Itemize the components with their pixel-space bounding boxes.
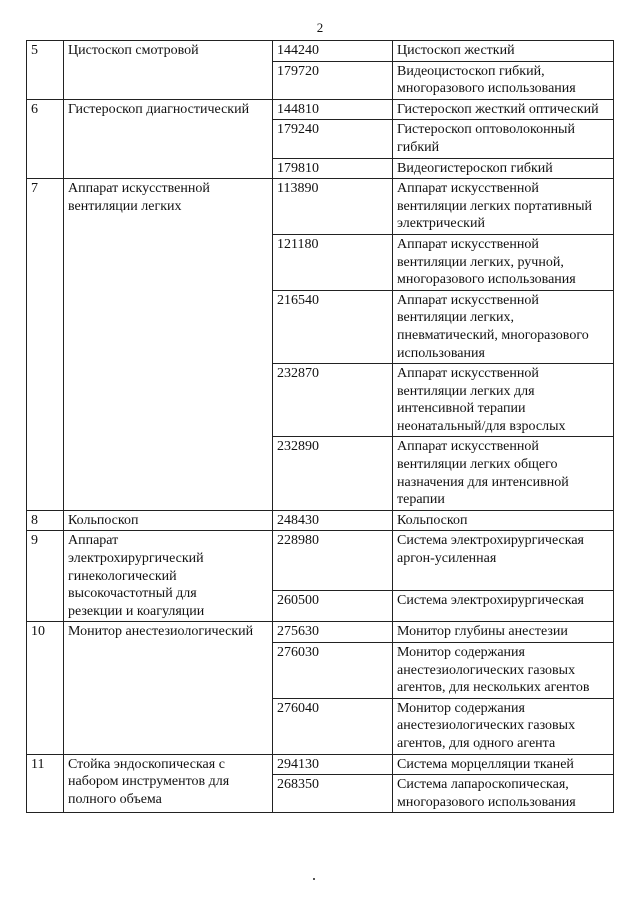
- row-number: 10: [27, 622, 64, 754]
- table-row: [27, 754, 614, 775]
- equipment-name-text: Цистоскоп смотровой: [68, 43, 199, 58]
- row-number: 7: [27, 179, 64, 511]
- item-description: Гистероскоп оптоволоконный гибкий: [393, 120, 614, 158]
- item-description: Видеоцистоскоп гибкий, многоразового использования: [393, 61, 614, 99]
- item-description: Система морцелляции тканей: [393, 754, 614, 775]
- item-description: Видеогистероскоп гибкий: [393, 158, 614, 179]
- item-description: Система электрохирургическая: [393, 590, 614, 622]
- equipment-table-body: [27, 41, 614, 813]
- item-code: 121180: [273, 234, 393, 290]
- item-description: Гистероскоп жесткий оптический: [393, 99, 614, 120]
- item-description: Монитор содержания анестезиологических газовых агентов, для нескольких агентов: [393, 643, 614, 699]
- table-row: [27, 41, 614, 62]
- equipment-name: [64, 41, 273, 100]
- equipment-name-text: Аппарат искусственной вентиляции легких: [68, 181, 210, 214]
- item-code: 232890: [273, 437, 393, 510]
- table-row: [27, 510, 614, 531]
- equipment-name-text: Аппарат электрохирургический гинекологический высокочастотный для резекции и коагуляции: [68, 533, 205, 619]
- item-description: Кольпоскоп: [393, 510, 614, 531]
- page-number: 2: [316, 20, 324, 35]
- equipment-name: [64, 510, 273, 531]
- equipment-name: [64, 754, 273, 813]
- item-description: Система лапароскопическая, многоразового использования: [393, 775, 614, 813]
- item-code: 144240: [273, 41, 393, 62]
- table-row: [27, 622, 614, 643]
- equipment-name-text: Кольпоскоп: [68, 512, 139, 528]
- equipment-name-text: Монитор анестезиологический: [68, 624, 254, 640]
- table-row: [27, 99, 614, 120]
- row-number: 8: [27, 510, 64, 531]
- item-code: 113890: [273, 179, 393, 235]
- item-description: Аппарат искусственной вентиляции легких общего назначения для интенсивной терапии: [393, 437, 614, 510]
- row-number: 11: [27, 754, 64, 813]
- equipment-name: [64, 99, 273, 178]
- equipment-name: [64, 179, 273, 511]
- equipment-name: [64, 531, 273, 622]
- row-number: 6: [27, 99, 64, 178]
- item-code: 260500: [273, 590, 393, 622]
- row-number: 9: [27, 531, 64, 622]
- item-description: Аппарат искусственной вентиляции легких портативный электрический: [393, 179, 614, 235]
- item-code: 179720: [273, 61, 393, 99]
- item-code: 248430: [273, 510, 393, 531]
- item-code: 294130: [273, 754, 393, 775]
- equipment-name-text: Стойка эндоскопическая с набором инструментов для полного объема: [68, 756, 230, 807]
- item-code: 179810: [273, 158, 393, 179]
- item-description: Цистоскоп жесткий: [393, 41, 614, 62]
- item-description: Система электрохирургическая аргон-усиленная: [393, 531, 614, 590]
- item-code: 232870: [273, 364, 393, 437]
- item-description: Аппарат искусственной вентиляции легких для интенсивной терапии неонатальный/для взрослых: [393, 364, 614, 437]
- item-description: Монитор глубины анестезии: [393, 622, 614, 643]
- item-code: 179240: [273, 120, 393, 158]
- equipment-name: [64, 622, 273, 754]
- table-row: [27, 179, 614, 235]
- item-code: 228980: [273, 531, 393, 590]
- scan-dot: [313, 878, 315, 880]
- equipment-name-text: Гистероскоп диагностический: [68, 101, 250, 117]
- item-code: 276030: [273, 643, 393, 699]
- item-description: Монитор содержания анестезиологических газовых агентов, для одного агента: [393, 698, 614, 754]
- equipment-table: [26, 40, 614, 813]
- item-description: Аппарат искусственной вентиляции легких, пневматический, многоразового использования: [393, 290, 614, 363]
- item-code: 216540: [273, 290, 393, 363]
- table-row: [27, 531, 614, 590]
- item-code: 268350: [273, 775, 393, 813]
- row-number: 5: [27, 41, 64, 100]
- item-description: Аппарат искусственной вентиляции легких, ручной, многоразового использования: [393, 234, 614, 290]
- item-code: 276040: [273, 698, 393, 754]
- item-code: 144810: [273, 99, 393, 120]
- item-code: 275630: [273, 622, 393, 643]
